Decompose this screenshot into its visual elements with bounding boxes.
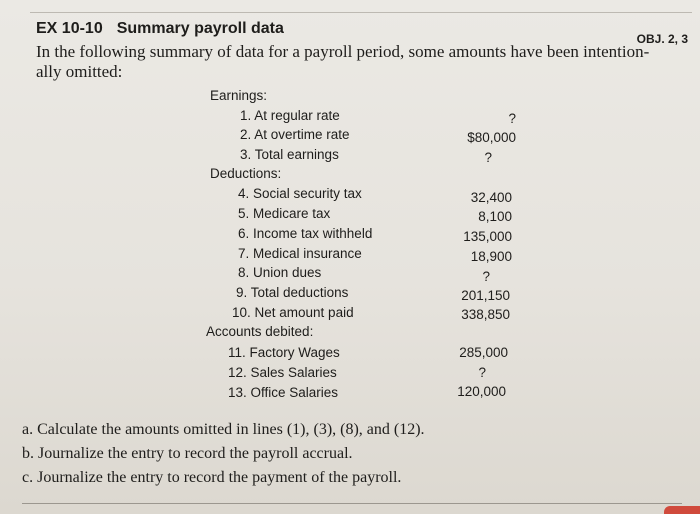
item-value: ? <box>508 111 516 126</box>
item-label: 13. Office Salaries <box>228 385 339 400</box>
question-list <box>22 418 425 490</box>
exercise-code: EX 10-10 <box>36 20 103 37</box>
question-b: b. Journalize the entry to record the payroll accrual. <box>22 445 353 462</box>
item-value: 201,150 <box>461 288 510 303</box>
item-label: 11. Factory Wages <box>228 345 340 360</box>
exercise-title <box>36 20 284 38</box>
item-label: 8. Union dues <box>238 265 322 280</box>
item-label: 9. Total deductions <box>236 285 349 300</box>
item-label: 5. Medicare tax <box>238 206 331 221</box>
deductions-heading: Deductions: <box>210 166 282 181</box>
item-value: 32,400 <box>470 190 512 205</box>
item-label: 4. Social security tax <box>238 186 362 201</box>
accounts-heading: Accounts debited: <box>206 324 314 339</box>
question-a: a. Calculate the amounts omitted in lines (1), (3), (8), and (12). <box>22 421 425 438</box>
item-label: 7. Medical insurance <box>238 246 362 261</box>
item-value: 285,000 <box>459 345 508 360</box>
objectives-label: OBJ. 2, 3 <box>636 32 688 46</box>
item-value: ? <box>482 269 490 284</box>
item-value: ? <box>478 365 486 380</box>
top-divider <box>30 12 692 13</box>
intro-line-2: ally omitted: <box>36 62 123 81</box>
item-value: $80,000 <box>467 130 516 145</box>
item-label: 12. Sales Salaries <box>228 365 337 380</box>
item-value: 18,900 <box>470 249 512 264</box>
item-value: 8,100 <box>478 209 512 224</box>
page-corner-mark <box>664 506 700 514</box>
item-value: 120,000 <box>457 384 506 399</box>
item-label: 1. At regular rate <box>240 108 340 123</box>
intro-line-1: In the following summary of data for a payroll period, some amounts have been intention- <box>36 42 650 61</box>
item-value: 338,850 <box>461 307 510 322</box>
item-value: ? <box>484 150 492 165</box>
item-label: 2. At overtime rate <box>240 127 350 142</box>
item-value: 135,000 <box>463 229 512 244</box>
item-label: 6. Income tax withheld <box>238 226 373 241</box>
item-label: 10. Net amount paid <box>232 305 354 320</box>
question-c: c. Journalize the entry to record the payment of the payroll. <box>22 469 402 486</box>
exercise-name: Summary payroll data <box>116 20 284 37</box>
bottom-divider <box>22 503 682 504</box>
item-label: 3. Total earnings <box>240 147 339 162</box>
earnings-heading: Earnings: <box>210 88 268 103</box>
intro-paragraph <box>36 42 686 82</box>
